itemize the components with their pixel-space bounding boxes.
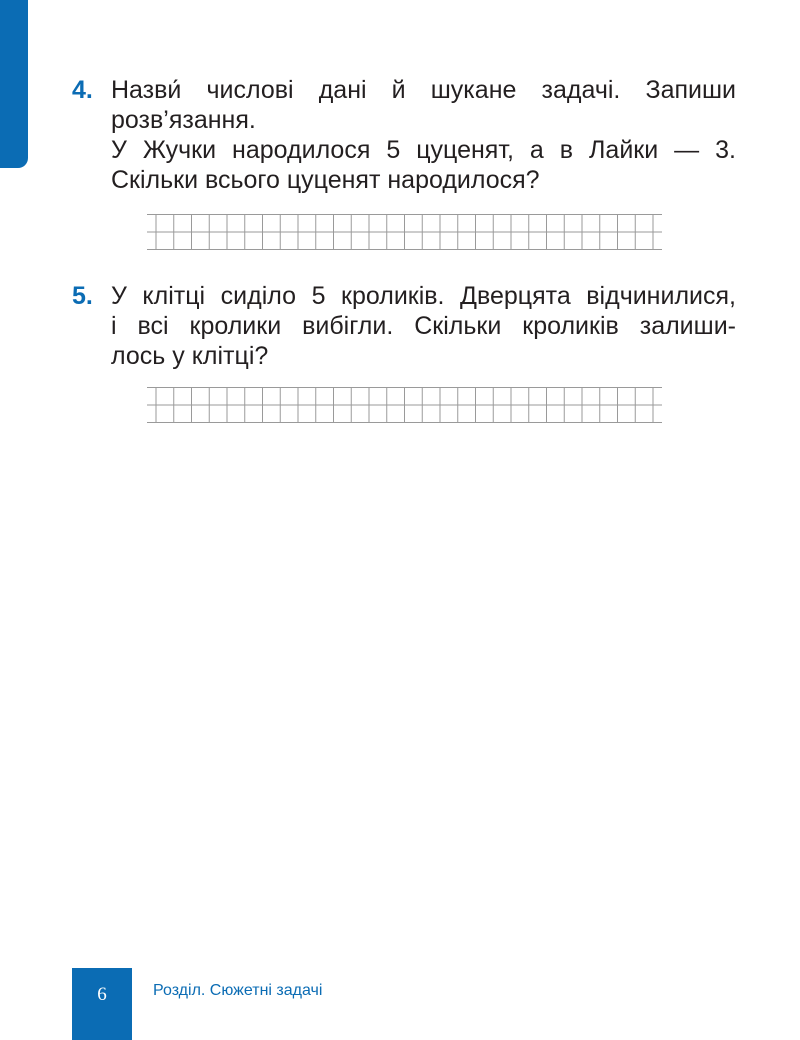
task-text-line: розв’язання. bbox=[111, 106, 256, 134]
task-number: 5. bbox=[72, 282, 93, 310]
page-number-tab bbox=[72, 968, 132, 1040]
section-title: Розділ. Сюжетні задачі bbox=[153, 982, 323, 999]
task-text-line: У Жучки народилося 5 цуценят, а в Лайки — 3. bbox=[111, 136, 736, 164]
task-text-line: лось у клітці? bbox=[111, 342, 269, 370]
task-text-line: і всі кролики вибігли. Скільки кроликів залиши- bbox=[111, 312, 736, 340]
answer-grid[interactable] bbox=[147, 214, 662, 250]
side-color-tab bbox=[0, 0, 28, 168]
task-5 bbox=[72, 281, 752, 371]
task-4 bbox=[72, 75, 752, 195]
task-text-line: Назви́ числові дані й шукане задачі. Запиши bbox=[111, 76, 736, 104]
page-number: 6 bbox=[97, 984, 107, 1005]
task-number: 4. bbox=[72, 76, 93, 104]
task-text-line: У клітці сиділо 5 кроликів. Дверцята відчинилися, bbox=[111, 282, 736, 310]
task-text bbox=[111, 75, 736, 195]
task-text-line: Скільки всього цуценят народилося? bbox=[111, 166, 540, 194]
answer-grid[interactable] bbox=[147, 387, 662, 423]
task-text bbox=[111, 281, 736, 371]
